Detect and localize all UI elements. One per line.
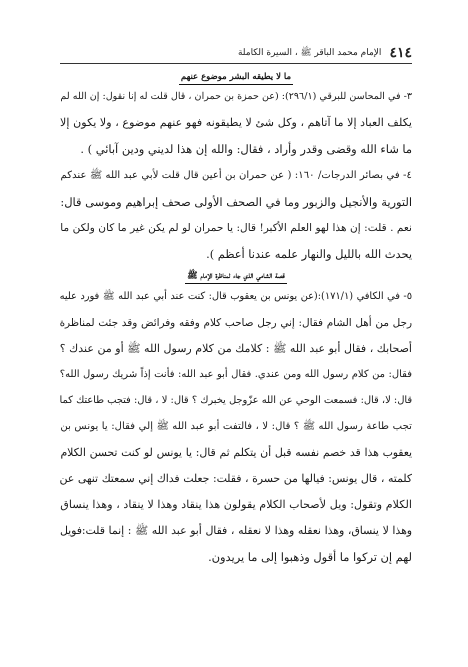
hadith-5-line: يعقوب هذا قد خصم نفسه قبل أن يتكلم ثم قال: يا يونس لو كنت تحسن الكلام [60,446,412,459]
hadith-5-paragraph [60,284,412,570]
hadith-3-line: ما شاء الله وقضى وقدر وأراد ، فقال: والله إن هذا لديني ودين آبائي ) . [80,142,412,156]
hadith-4-line: نعم . قلت: إن هذا لهو العلم الأكبر! قال: يا حمران لو لم يكن غير ما كان ولكن ما [60,222,412,234]
hadith-5-line: الكلام وتقول: ويل لأصحاب الكلام يقولون هذا ينقاد وهذا لا ينقاد ، وهذا ينساق [60,498,412,511]
hadith-4-line: التورية والأنجيل والزبور وما في الصحف الأولى صحف إبراهيم وموسى قال: [60,195,412,209]
hadith-3-line: يكلف العباد إلا ما آتاهم ، وكل شئ لا يطيقونه فهو عنهم موضوع ، ولا يكون إلا [60,116,412,129]
hadith-5-line: كلمته ، قال يونس: فيالها من حسرة ، فقلت: جعلت فداك إني سمعتك تنهى عن [60,472,412,485]
hadith-3-paragraph [60,84,412,162]
hadith-3-line: ٣- في المحاسن للبرقي (٢٩٦/١): (عن حمزة بن حمران ، قال قلت له إنا نقول: إن الله لم [60,91,412,102]
section-heading-shami [60,270,412,284]
hadith-5-line: تجب طاعة رسول الله ﷺ ؟ قال: لا ، فالتفت أبو عبد الله ﷺ إلي فقال: يا يونس بن [60,421,412,432]
section-heading-shami-text: قصة الشامي الذي جاء لمناظرة الإمام ﷺ [185,270,287,284]
hadith-5-line: لهم إن تركوا ما أقول وذهبوا إلى ما يريدون. [208,550,412,564]
running-title: الإمام محمد الباقر ﷺ ، السيرة الكاملة [237,48,382,58]
hadith-5-line: أصحابك ، فقال أبو عبد الله ﷺ : كلامك من كلام رسول الله ﷺ أو من عندك ؟ [60,342,412,355]
page-header [60,40,412,64]
hadith-5-line: قال: لا، قال: فسمعت الوحي عن الله عزّوجل يخبرك ؟ قال: لا ، قال: فتجب طاعتك كما [60,395,412,406]
hadith-4-paragraph [60,163,412,267]
hadith-5-line: وهذا لا ينساق، وهذا نعقله وهذا لا نعقله ، فقال أبو عبد الله ﷺ : إنما قلت:فويل [60,524,412,537]
hadith-5-line: ٥- في الكافي (١٧١/١):(عن يونس بن يعقوب قال: كنت عند أبي عبد الله ﷺ فورد عليه [60,291,412,302]
section-heading-burden-text: ما لا يطيقه البشر موضوع عنهم [179,71,293,85]
hadith-5-line: فقال: من كلام رسول الله ومن عندي. فقال أبو عبد الله: فأنت إذاً شريك رسول الله؟ [60,369,412,380]
page-number: ٤١٤ [389,45,412,61]
hadith-4-line: يحدث الله بالليل والنهار علمه عندنا أعظم ). [206,247,412,261]
hadith-4-line: ٤- في بصائر الدرجات/ ١٦٠: ( عن حمران بن أعين قال قلت لأبي عبد الله ﷺ عندكم [60,170,412,181]
book-page [60,40,412,650]
hadith-5-line: رجل من أهل الشام فقال: إني رجل صاحب كلام وفقه وفرائض وقد جئت لمناظرة [60,317,412,329]
section-heading-burden [60,71,412,85]
